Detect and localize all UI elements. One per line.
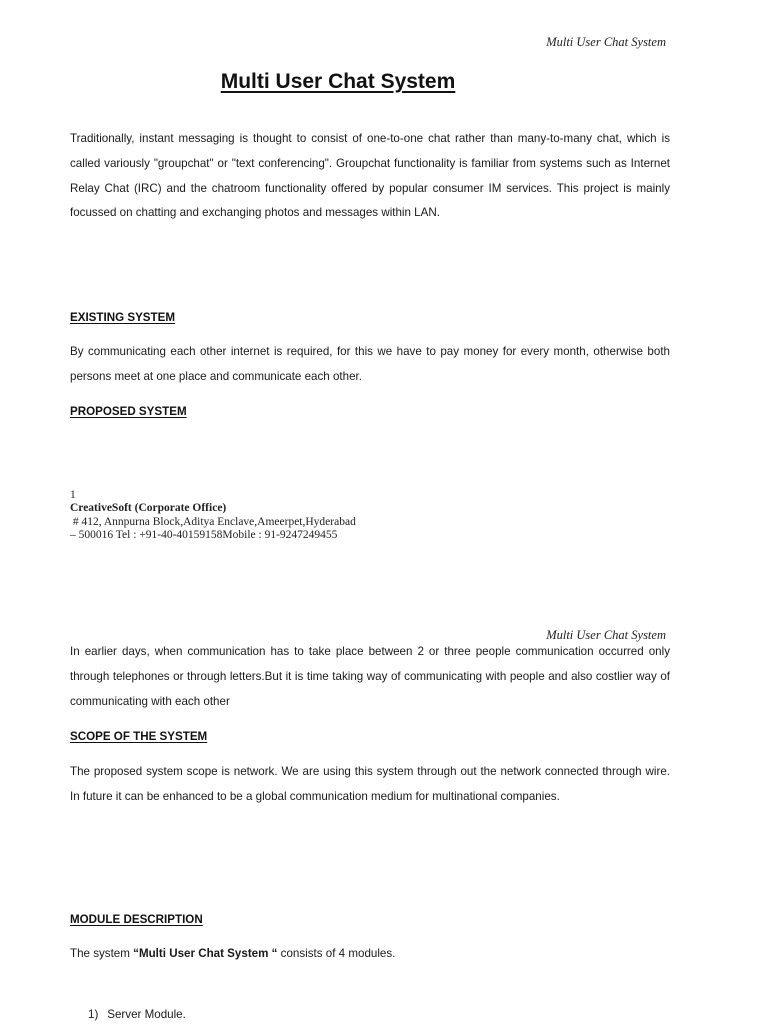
proposed-system-heading: PROPOSED SYSTEM [70, 405, 187, 418]
running-header: Multi User Chat System [546, 35, 666, 49]
module-intro-prefix: The system [70, 947, 134, 960]
module-description-heading: MODULE DESCRIPTION [70, 913, 203, 926]
company-name: CreativeSoft (Corporate Office) [70, 502, 227, 515]
module-list [88, 1008, 186, 1021]
earlier-days-paragraph: In earlier days, when communication has to take place between 2 or three people communication occurred only through telephones or through letters.But it is time taking way of communicating with people and also costlier way of communicating with each other [70, 645, 670, 708]
scope-paragraph: The proposed system scope is network. We are using this system through out the network connected through wire. In future it can be enhanced to be a global communication medium for multinational companies. [70, 765, 670, 803]
system-name-bold: “Multi User Chat System “ [133, 947, 278, 960]
scope-heading: SCOPE OF THE SYSTEM [70, 730, 208, 743]
module-intro-suffix: consists of 4 modules. [277, 947, 396, 960]
document-title: Multi User Chat System [220, 70, 456, 93]
address-line-1: # 412, Annpurna Block,Aditya Enclave,Ameerpet,Hyderabad [70, 515, 356, 528]
address-line-2: – 500016 Tel : +91-40-40159158Mobile : 91-9247249455 [70, 529, 338, 542]
list-item-label: Server Module. [107, 1008, 186, 1021]
existing-system-heading: EXISTING SYSTEM [70, 311, 176, 324]
existing-system-paragraph: By communicating each other internet is required, for this we have to pay money for every month, otherwise both persons meet at one place and communicate each other. [70, 345, 670, 383]
intro-paragraph: Traditionally, instant messaging is thought to consist of one-to-one chat rather than many-to-many chat, which is called variously "groupchat" or "text conferencing". Groupchat functionality is familiar from systems such as Internet Relay Chat (IRC) and the chatroom functionality offered by popular consumer IM services. This project is mainly focussed on chatting and exchanging photos and messages within LAN. [70, 132, 670, 220]
module-intro-paragraph [70, 942, 670, 967]
list-item [88, 1008, 186, 1021]
page-footer [70, 489, 670, 543]
list-item-number: 1) [88, 1008, 99, 1021]
page-number: 1 [70, 489, 76, 501]
running-header-page-2: Multi User Chat System [546, 628, 666, 642]
